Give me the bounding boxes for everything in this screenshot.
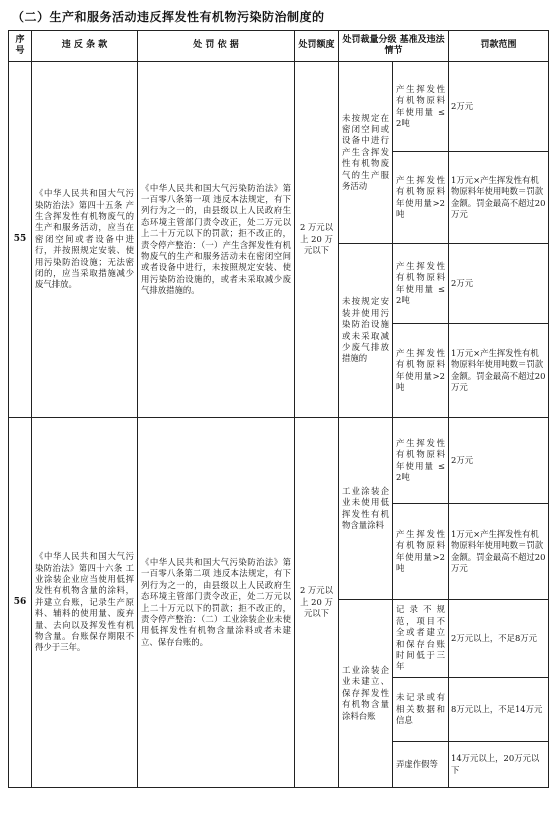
violation-clause: 《中华人民共和国大气污染防治法》第四十六条 工业涂装企业应当使用低挥发性有机物含量的涂料，并建立台账，记录生产原料、辅料的使用量、废弃量、去向以及挥发性有机物含量。台账保存期限不得少于三年。 — [32, 418, 138, 788]
penalty-range-cell: 2万元 — [449, 418, 549, 504]
violation-clause: 《中华人民共和国大气污染防治法》第四十五条 产生含挥发性有机物废气的生产和服务活动，应当在密闭空间或者设备中进行，并按照规定安装、使用污染防治设施；无法密闭的，应当采取措施减少废气排放。 — [32, 62, 138, 418]
condition-cell: 产生挥发性有机物原料年使用量>2吨 — [393, 504, 449, 600]
condition-cell: 产生挥发性有机物原料年使用量 ≤ 2吨 — [393, 418, 449, 504]
situation-cell: 未按规定安装并使用污染防治设施或未采取减少废气排放措施的 — [339, 244, 393, 418]
table-header-row — [9, 31, 549, 62]
penalty-range-cell: 1万元×产生挥发性有机物原料年使用吨数＝罚款金额。罚金最高不超过20万元 — [449, 152, 549, 244]
table-row — [9, 418, 549, 504]
condition-cell: 产生挥发性有机物原料年使用量>2吨 — [393, 324, 449, 418]
penalty-range-cell: 2万元 — [449, 62, 549, 152]
penalty-range-cell: 2万元 — [449, 244, 549, 324]
situation-cell: 未按规定在密闭空间或设备中进行产生含挥发性有机物废气的生产服务活动 — [339, 62, 393, 244]
situation-cell: 工业涂装企业未使用低挥发性有机物含量涂料 — [339, 418, 393, 600]
col-header-range: 罚款范围 — [449, 31, 549, 62]
penalty-basis: 《中华人民共和国大气污染防治法》第一百零八条第一项 违反本法规定，有下列行为之一的，由县级以上人民政府生态环境主管部门责令改正，处二万元以上二十万元以下的罚款；拒不改正的，责令停产整治：（一）产生含挥发性有机物废气的生产和服务活动未在密闭空间或者设备中进行，未按照规定安装、使用污染防治设施的，或者未采取减少废气排放措施的。 — [138, 62, 295, 418]
col-header-basis: 处 罚 依 据 — [138, 31, 295, 62]
condition-cell: 产生挥发性有机物原料年使用量 ≤ 2吨 — [393, 244, 449, 324]
col-header-grade: 处罚裁量分级 基准及违法情节 — [339, 31, 449, 62]
row-number: 55 — [9, 62, 32, 418]
col-header-violation: 违 反 条 款 — [32, 31, 138, 62]
condition-cell: 弄虚作假等 — [393, 742, 449, 788]
penalty-range-cell: 1万元×产生挥发性有机物原料年使用吨数＝罚款金额。罚金最高不超过20万元 — [449, 324, 549, 418]
col-header-amount: 处罚额度 — [295, 31, 339, 62]
condition-cell: 产生挥发性有机物原料年使用量 ≤ 2吨 — [393, 62, 449, 152]
row-number: 56 — [9, 418, 32, 788]
col-header-no: 序号 — [9, 31, 32, 62]
penalty-range-cell: 8万元以上，不足14万元 — [449, 678, 549, 742]
penalty-amount: 2 万元以上 20 万元以下 — [295, 62, 339, 418]
penalty-basis: 《中华人民共和国大气污染防治法》第一百零八条第二项 违反本法规定，有下列行为之一的，由县级以上人民政府生态环境主管部门责令改正，处二万元以上二十万元以下的罚款；拒不改正的，责令停产整治：（二）工业涂装企业未使用低挥发性有机物含量涂料或者未建立、保存台账的。 — [138, 418, 295, 788]
condition-cell: 未记录或有相关数据和信息 — [393, 678, 449, 742]
penalty-range-cell: 14万元以上，20万元以下 — [449, 742, 549, 788]
situation-cell: 工业涂装企业未建立、保存挥发性有机物含量涂料台账 — [339, 600, 393, 788]
condition-cell: 记录不规范，项目不全或者建立和保存台账时间低于三年 — [393, 600, 449, 678]
penalty-range-cell: 2万元以上，不足8万元 — [449, 600, 549, 678]
table-row — [9, 62, 549, 152]
penalty-range-cell: 1万元×产生挥发性有机物原料年使用吨数＝罚款金额。罚金最高不超过20万元 — [449, 504, 549, 600]
penalty-amount: 2 万元以上 20 万元以下 — [295, 418, 339, 788]
penalty-table — [8, 30, 549, 788]
section-heading: （二）生产和服务活动违反挥发性有机物污染防治制度的 — [12, 10, 325, 24]
condition-cell: 产生挥发性有机物原料年使用量>2吨 — [393, 152, 449, 244]
